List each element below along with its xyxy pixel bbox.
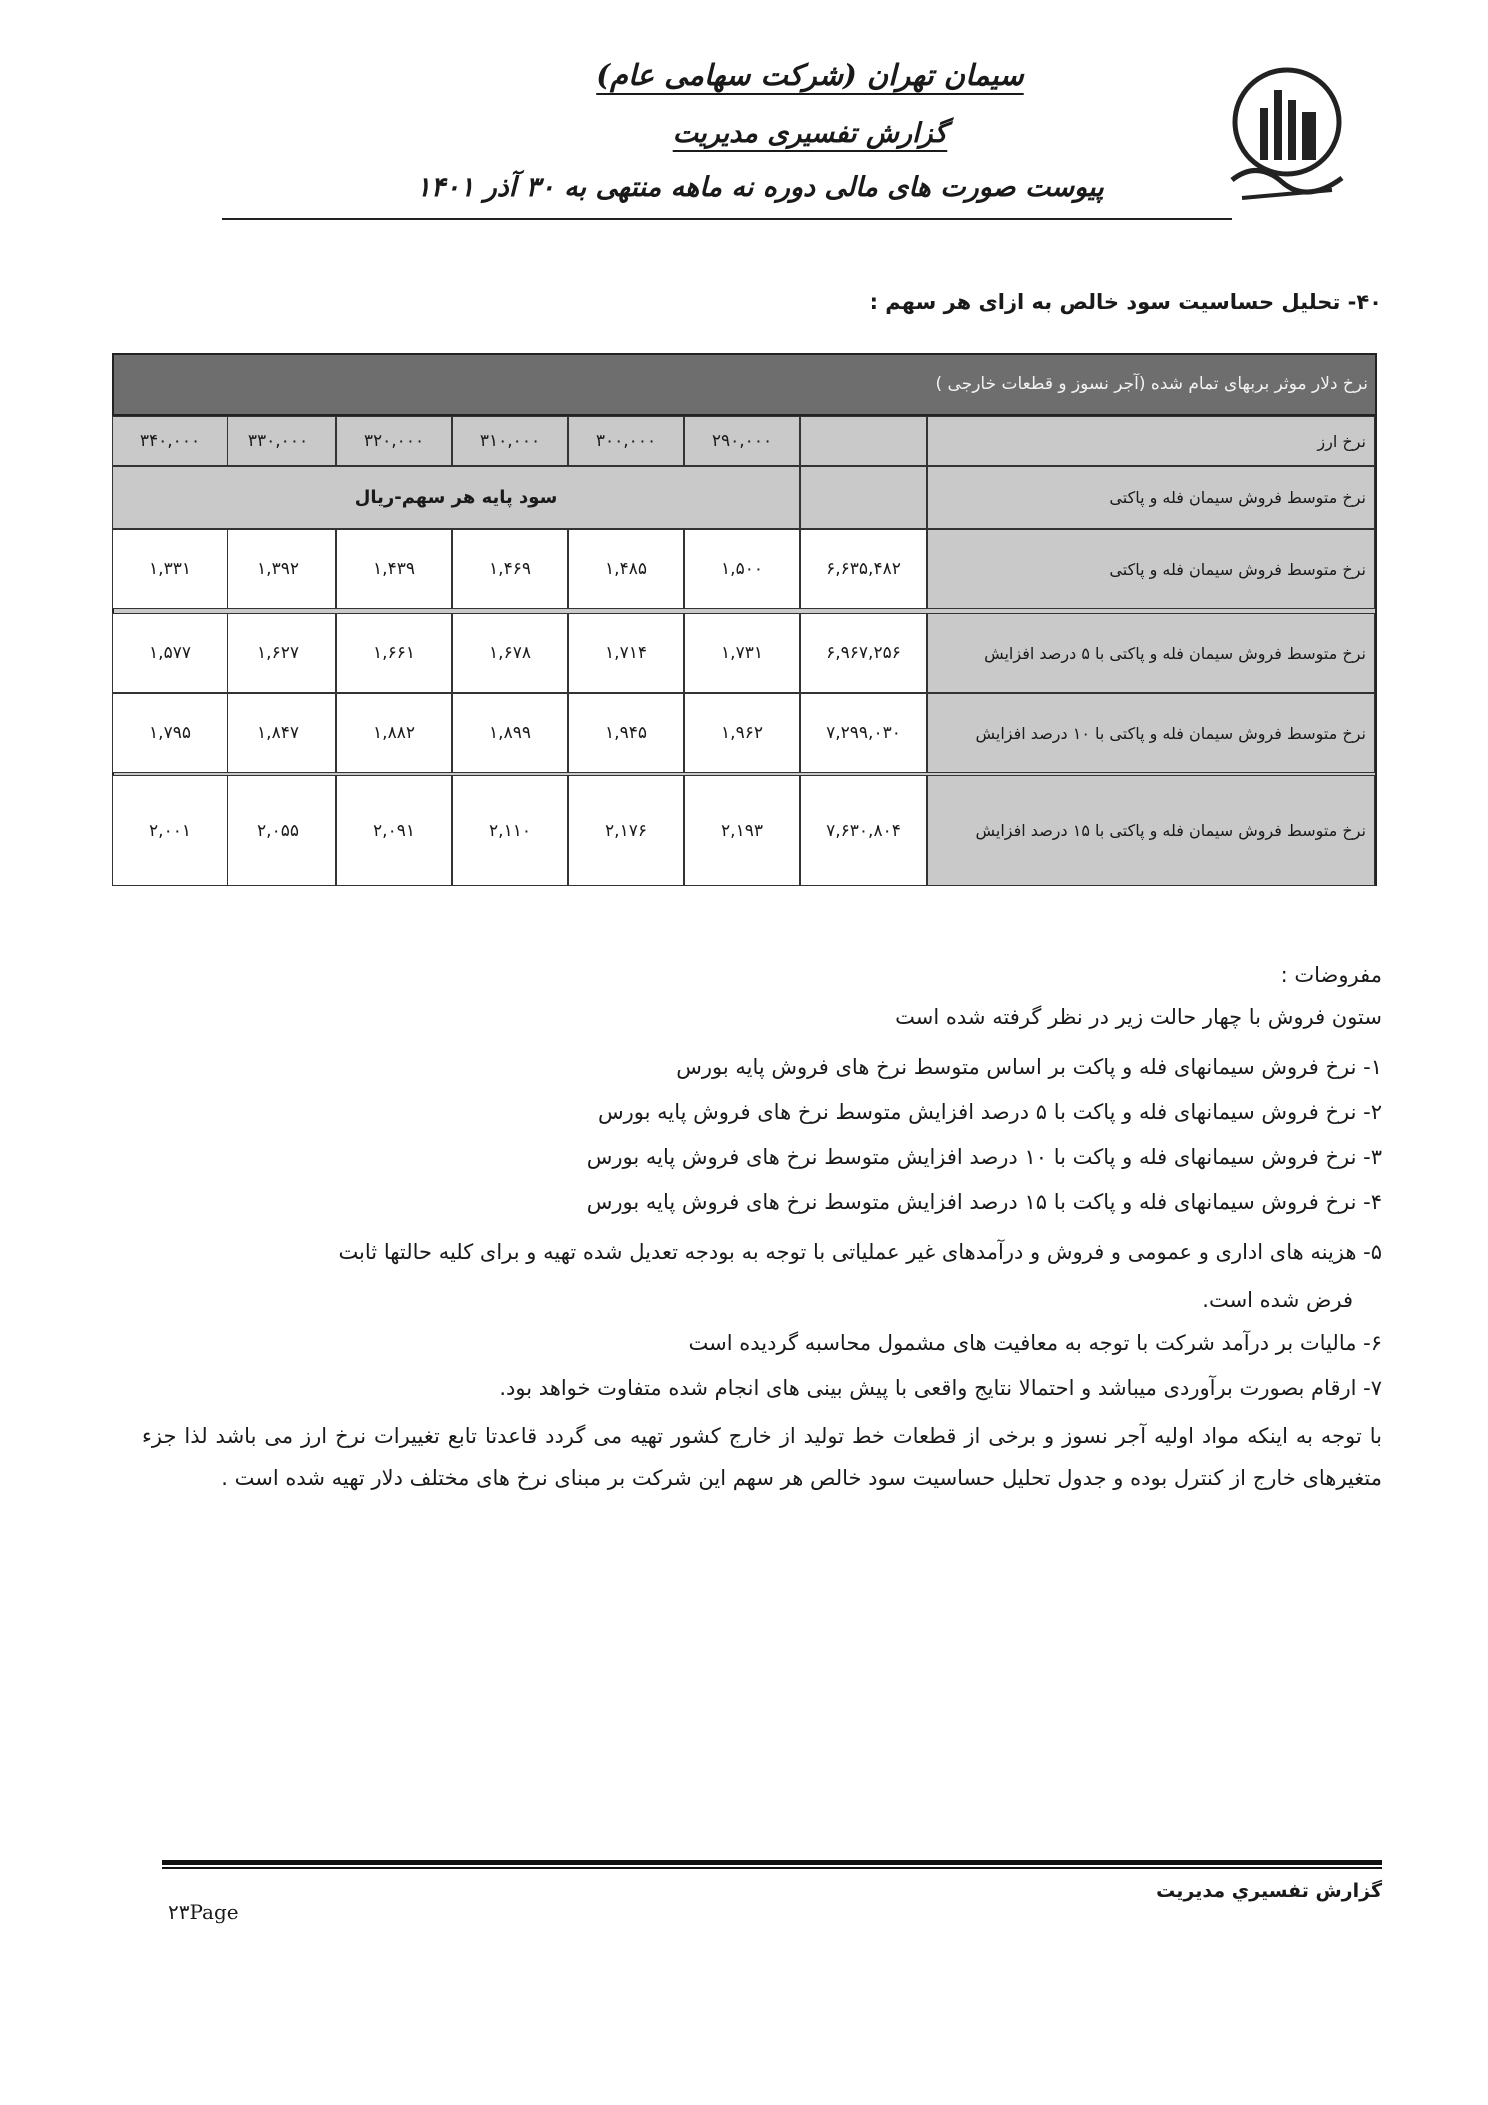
eps-value-cell: ۱,۴۸۵ (568, 529, 684, 609)
eps-value-cell: ۱,۶۲۷ (220, 613, 336, 693)
row-label-cell: نرخ متوسط فروش سیمان فله و پاکتی (927, 529, 1375, 609)
report-subtitle: پیوست صورت های مالی دوره نه ماهه منتهی به ۳۰ آذر ۱۴۰۱ (416, 172, 1104, 203)
rate-value-cell: ۳۰۰,۰۰۰ (568, 416, 684, 466)
eps-value-cell: ۲,۰۵۵ (220, 775, 336, 886)
footer-divider-thin (162, 1867, 1382, 1869)
eps-value-cell: ۱,۹۶۲ (684, 693, 800, 773)
eps-value-cell: ۲,۱۹۳ (684, 775, 800, 886)
table-banner-text: نرخ دلار موثر بربهای تمام شده (آجر نسوز و قطعات خارجی ) (935, 374, 1368, 394)
row-label-cell: نرخ متوسط فروش سیمان فله و پاکتی با ۱۵ درصد افزایش (927, 775, 1375, 886)
assumption-item: ۶- مالیات بر درآمد شرکت با توجه به معافیت های مشمول محاسبه گردیده است (688, 1331, 1382, 1355)
eps-value-cell: ۱,۷۱۴ (568, 613, 684, 693)
eps-value-cell: ۲,۱۱۰ (452, 775, 568, 886)
row-label-cell: نرخ متوسط فروش سیمان فله و پاکتی با ۵ درصد افزایش (927, 613, 1375, 693)
eps-value-cell: ۱,۵۷۷ (112, 613, 228, 693)
row-price-cell: ۷,۶۳۰,۸۰۴ (800, 775, 927, 886)
rate-label-cell: نرخ ارز (927, 416, 1375, 466)
assumption-item: ۴- نرخ فروش سیمانهای فله و پاکت با ۱۵ درصد افزایش متوسط نرخ های فروش پایه بورس (586, 1190, 1382, 1214)
eps-value-cell: ۱,۸۸۲ (336, 693, 452, 773)
footer-report-name: گزارش تفسيري مديريت (1156, 1880, 1382, 1902)
row-price-cell: ۶,۶۳۵,۴۸۲ (800, 529, 927, 609)
eps-value-cell: ۲,۰۹۱ (336, 775, 452, 886)
rate-value-cell: ۳۴۰,۰۰۰ (112, 416, 228, 466)
assumption-item: ۲- نرخ فروش سیمانهای فله و پاکت با ۵ درصد افزایش متوسط نرخ های فروش پایه بورس (597, 1100, 1382, 1124)
eps-value-cell: ۱,۴۳۹ (336, 529, 452, 609)
rate-value-cell: ۲۹۰,۰۰۰ (684, 416, 800, 466)
closing-paragraph: با توجه به اینکه مواد اولیه آجر نسوز و برخی از قطعات خط تولید از خارج کشور تهیه می گردد قاعدتا تابع تغییرات نرخ ارز می باشد لذا جزء متغیرهای خارج از کنترل بوده و جدول تحلیل حساسیت سود خالص هر سهم این شرکت بر مبنای نرخ های مختلف دلار تهیه شده است . (142, 1424, 1382, 1490)
eps-value-cell: ۲,۱۷۶ (568, 775, 684, 886)
eps-value-cell: ۱,۵۰۰ (684, 529, 800, 609)
eps-value-cell: ۱,۸۴۷ (220, 693, 336, 773)
assumption-item: ۵- هزینه های اداری و عمومی و فروش و درآمدهای غیر عملیاتی با توجه به بودجه تعدیل شده تهیه و برای کلیه حالتها ثابت (338, 1240, 1382, 1264)
eps-value-cell: ۱,۷۹۵ (112, 693, 228, 773)
eps-value-cell: ۱,۶۷۸ (452, 613, 568, 693)
assumptions-intro: ستون فروش با چهار حالت زیر در نظر گرفته شده است (895, 1005, 1382, 1029)
eps-value-cell: ۱,۳۳۱ (112, 529, 228, 609)
sub-header-label-cell: نرخ متوسط فروش سیمان فله و پاکتی (927, 466, 1375, 529)
header-divider (222, 218, 1232, 220)
eps-value-cell: ۲,۰۰۱ (112, 775, 228, 886)
row-label-cell: نرخ متوسط فروش سیمان فله و پاکتی با ۱۰ درصد افزایش (927, 693, 1375, 773)
row-price-cell: ۶,۹۶۷,۲۵۶ (800, 613, 927, 693)
eps-value-cell: ۱,۸۹۹ (452, 693, 568, 773)
rate-value-cell: ۳۲۰,۰۰۰ (336, 416, 452, 466)
row-price-cell: ۷,۲۹۹,۰۳۰ (800, 693, 927, 773)
company-name: سیمان تهران (شرکت سهامی عام) (596, 58, 1024, 92)
eps-value-cell: ۱,۶۶۱ (336, 613, 452, 693)
eps-value-cell: ۱,۳۹۲ (220, 529, 336, 609)
section-title: ۴۰- تحلیل حساسیت سود خالص به ازای هر سهم : (869, 290, 1382, 314)
assumption-item: ۷- ارقام بصورت برآوردی میباشد و احتمالا نتایج واقعی با پیش بینی های انجام شده متفاوت خواهد بود. (499, 1376, 1382, 1400)
rate-value-cell: ۳۱۰,۰۰۰ (452, 416, 568, 466)
rate-value-cell: ۳۳۰,۰۰۰ (220, 416, 336, 466)
assumption-item: ۳- نرخ فروش سیمانهای فله و پاکت با ۱۰ درصد افزایش متوسط نرخ های فروش پایه بورس (586, 1145, 1382, 1169)
empty-header-cell (800, 416, 927, 466)
footer-divider (162, 1860, 1382, 1865)
eps-value-cell: ۱,۷۳۱ (684, 613, 800, 693)
eps-value-cell: ۱,۹۴۵ (568, 693, 684, 773)
empty-header-cell (800, 466, 927, 529)
eps-value-cell: ۱,۴۶۹ (452, 529, 568, 609)
assumptions-heading: مفروضات : (1280, 963, 1382, 987)
report-title: گزارش تفسیری مدیریت (672, 118, 948, 149)
page-number: ۲۳Page (168, 1900, 239, 1924)
assumption-item-continued: فرض شده است. (1202, 1288, 1353, 1312)
company-logo (1212, 60, 1362, 210)
assumption-item: ۱- نرخ فروش سیمانهای فله و پاکت بر اساس متوسط نرخ های فروش پایه بورس (676, 1055, 1382, 1079)
eps-merged-header: سود پایه هر سهم-ریال (112, 466, 800, 529)
